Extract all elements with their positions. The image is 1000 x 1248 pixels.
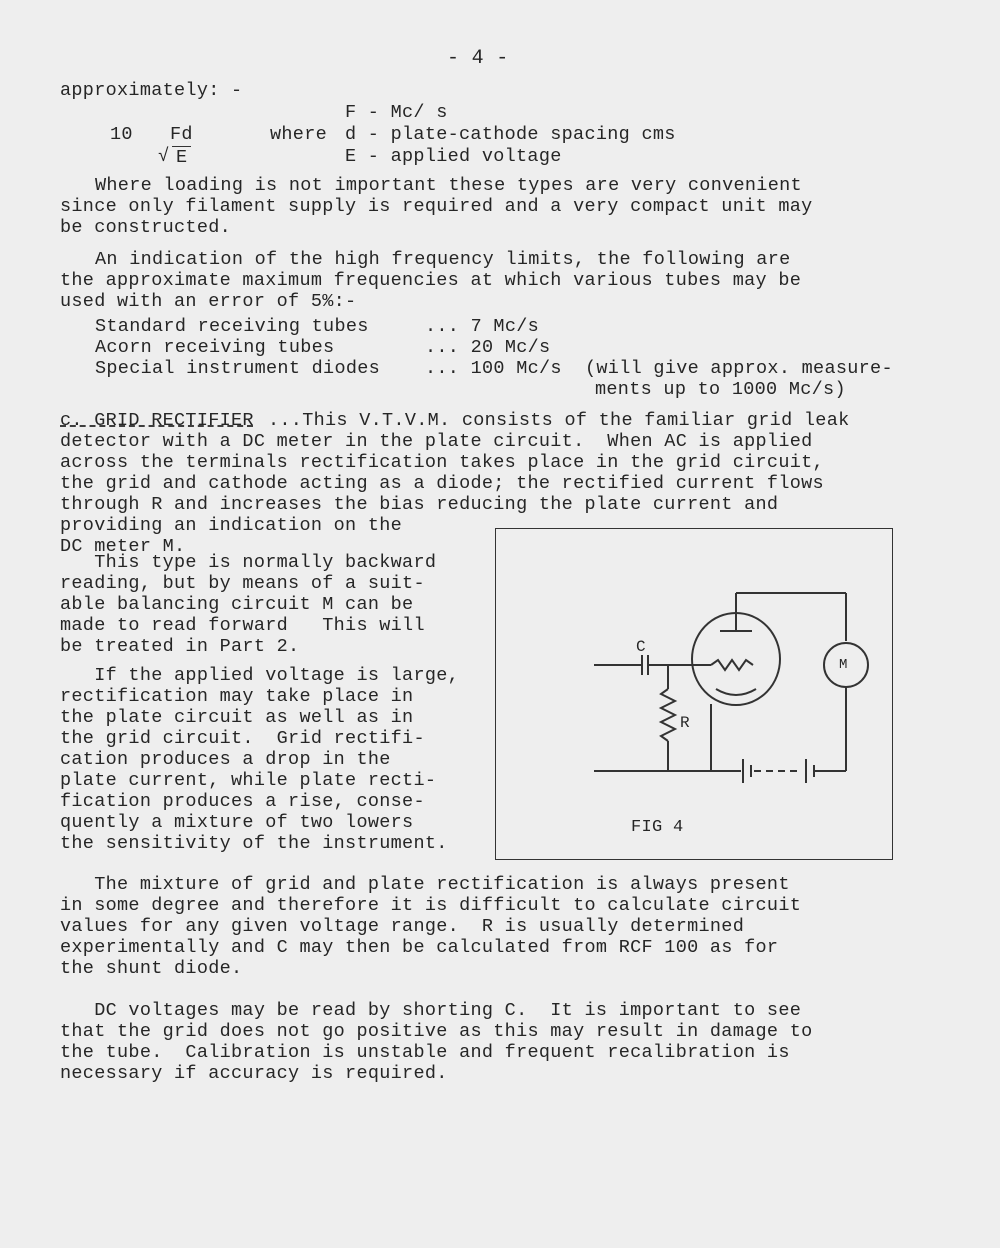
text-line: DC voltages may be read by shorting C. It is important to see bbox=[60, 1000, 802, 1021]
text-line: able balancing circuit M can be bbox=[60, 594, 414, 615]
capacitor-label: C bbox=[636, 638, 646, 656]
text-line: plate current, while plate recti- bbox=[60, 770, 437, 791]
text-line: be constructed. bbox=[60, 217, 232, 238]
formula-where: where bbox=[270, 124, 328, 145]
formula-numerator: Fd bbox=[170, 124, 193, 145]
tube-freq: ... 20 Mc/s bbox=[425, 337, 551, 358]
tube-type: Special instrument diodes bbox=[95, 358, 381, 379]
text-line: detector with a DC meter in the plate circuit. When AC is applied bbox=[60, 431, 813, 452]
text-line: cation produces a drop in the bbox=[60, 749, 391, 770]
text-line: in some degree and therefore it is difficult to calculate circuit bbox=[60, 895, 802, 916]
text-line: since only filament supply is required and a very compact unit may bbox=[60, 196, 813, 217]
text-line: ...This V.T.V.M. consists of the familiar grid leak bbox=[268, 410, 850, 431]
text-line: DC meter M. bbox=[60, 536, 186, 557]
text-line: If the applied voltage is large, bbox=[60, 665, 460, 686]
text-line: An indication of the high frequency limits, the following are bbox=[95, 249, 791, 270]
tube-note-cont: ments up to 1000 Mc/s) bbox=[595, 379, 846, 400]
intro-line: approximately: - bbox=[60, 80, 243, 101]
formula-definition: E - applied voltage bbox=[345, 146, 562, 167]
formula-definition: d - plate-cathode spacing cms bbox=[345, 124, 676, 145]
text-line: Where loading is not important these types are very convenient bbox=[95, 175, 802, 196]
tube-freq: ... 7 Mc/s bbox=[425, 316, 540, 337]
text-line: across the terminals rectification takes place in the grid circuit, bbox=[60, 452, 824, 473]
text-line: used with an error of 5%:- bbox=[60, 291, 357, 312]
tube-freq: ... 100 Mc/s bbox=[425, 358, 562, 379]
text-line: the tube. Calibration is unstable and frequent recalibration is bbox=[60, 1042, 790, 1063]
text-line: necessary if accuracy is required. bbox=[60, 1063, 448, 1084]
text-line: that the grid does not go positive as this may result in damage to bbox=[60, 1021, 813, 1042]
text-line: through R and increases the bias reducing the plate current and bbox=[60, 494, 779, 515]
text-line: the shunt diode. bbox=[60, 958, 243, 979]
text-line: the grid and cathode acting as a diode; the rectified current flows bbox=[60, 473, 824, 494]
text-line: the plate circuit as well as in bbox=[60, 707, 414, 728]
text-line: values for any given voltage range. R is usually determined bbox=[60, 916, 745, 937]
figure-caption: FIG 4 bbox=[631, 818, 684, 837]
text-line: providing an indication on the bbox=[60, 515, 403, 536]
text-line: be treated in Part 2. bbox=[60, 636, 300, 657]
tube-type: Acorn receiving tubes bbox=[95, 337, 335, 358]
page-number: - 4 - bbox=[447, 47, 509, 70]
text-line: This type is normally backward bbox=[60, 552, 437, 573]
text-line: quently a mixture of two lowers bbox=[60, 812, 414, 833]
text-line: the grid circuit. Grid rectifi- bbox=[60, 728, 425, 749]
formula-definition: F - Mc/ s bbox=[345, 102, 448, 123]
tube-type: Standard receiving tubes bbox=[95, 316, 369, 337]
circuit-diagram bbox=[496, 529, 892, 859]
meter-label: M bbox=[839, 657, 848, 673]
figure-4 bbox=[495, 528, 893, 860]
text-line: experimentally and C may then be calculated from RCF 100 as for bbox=[60, 937, 779, 958]
resistor-label: R bbox=[680, 714, 690, 732]
formula-coefficient: 10 bbox=[110, 124, 133, 145]
text-line: reading, but by means of a suit- bbox=[60, 573, 425, 594]
text-line: fication produces a rise, conse- bbox=[60, 791, 425, 812]
text-line: the sensitivity of the instrument. bbox=[60, 833, 448, 854]
text-line: made to read forward This will bbox=[60, 615, 425, 636]
text-line: The mixture of grid and plate rectification is always present bbox=[60, 874, 790, 895]
text-line: rectification may take place in bbox=[60, 686, 414, 707]
section-heading: c. GRID RECTIFIER bbox=[60, 410, 254, 431]
tube-note: (will give approx. measure- bbox=[585, 358, 893, 379]
sqrt-symbol: √ bbox=[158, 146, 170, 167]
formula-denominator: E bbox=[172, 146, 191, 168]
text-line: the approximate maximum frequencies at which various tubes may be bbox=[60, 270, 802, 291]
